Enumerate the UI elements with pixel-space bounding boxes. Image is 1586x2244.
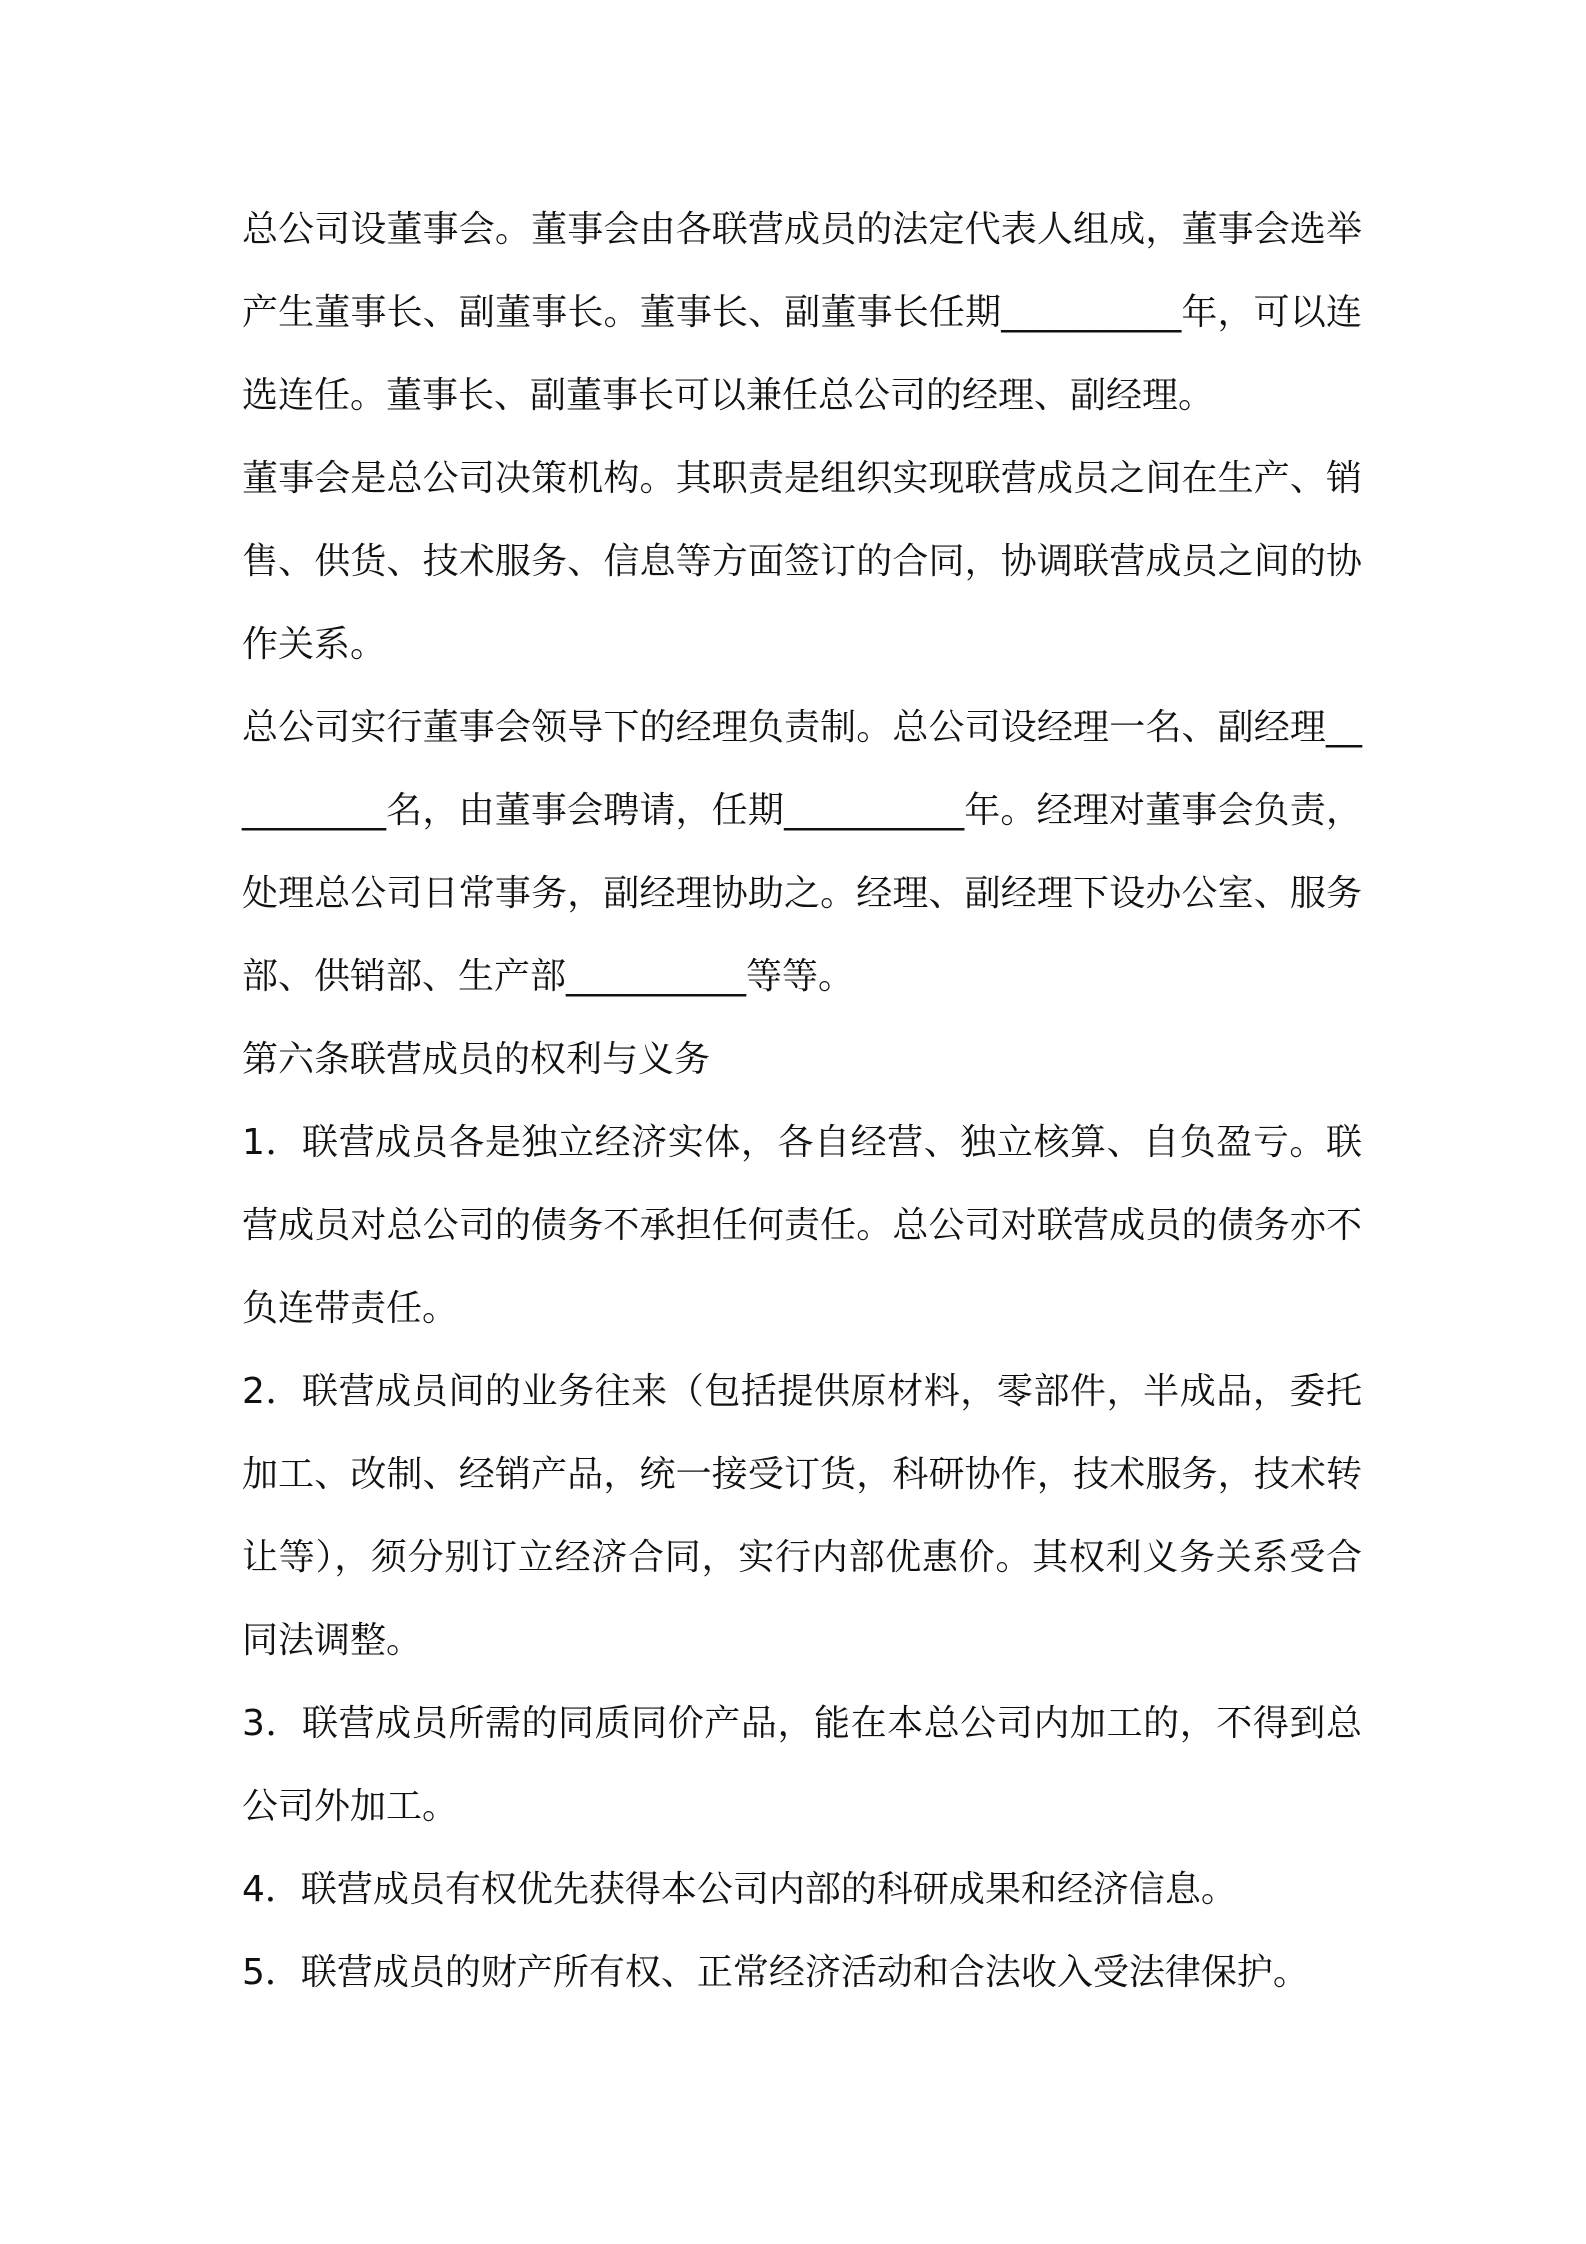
section-title: 第六条联营成员的权利与义务 xyxy=(242,1039,711,1080)
document-body xyxy=(242,188,1362,2014)
list-item: 5．联营成员的财产所有权、正常经济活动和合法收入受法律保护。 xyxy=(242,1952,1309,1993)
paragraph-manager-responsibility: 总公司实行董事会领导下的经理负责制。总公司设经理一名、副经理__________名，由董事会聘请，任期__________年。经理对董事会负责，处理总公司日常事务，副经理协助之。经理、副经理下设办公室、服务部、供销部、生产部__________等等。 xyxy=(242,707,1362,997)
list-item: 4．联营成员有权优先获得本公司内部的科研成果和经济信息。 xyxy=(242,1869,1237,1910)
list-item: 2．联营成员间的业务往来（包括提供原材料，零部件，半成品，委托加工、改制、经销产品，统一接受订货，科研协作，技术服务，技术转让等），须分别订立经济合同，实行内部优惠价。其权利义务关系受合同法调整。 xyxy=(242,1371,1362,1661)
list-item: 1．联营成员各是独立经济实体，各自经营、独立核算、自负盈亏。联营成员对总公司的债务不承担任何责任。总公司对联营成员的债务亦不负连带责任。 xyxy=(242,1122,1362,1329)
paragraph-board-duties: 董事会是总公司决策机构。其职责是组织实现联营成员之间在生产、销售、供货、技术服务、信息等方面签订的合同，协调联营成员之间的协作关系。 xyxy=(242,458,1362,665)
paragraph-board-of-directors: 总公司设董事会。董事会由各联营成员的法定代表人组成，董事会选举产生董事长、副董事长。董事长、副董事长任期__________年，可以连选连任。董事长、副董事长可以兼任总公司的经理、副经理。 xyxy=(242,209,1362,416)
list-item: 3．联营成员所需的同质同价产品，能在本总公司内加工的，不得到总公司外加工。 xyxy=(242,1703,1362,1827)
